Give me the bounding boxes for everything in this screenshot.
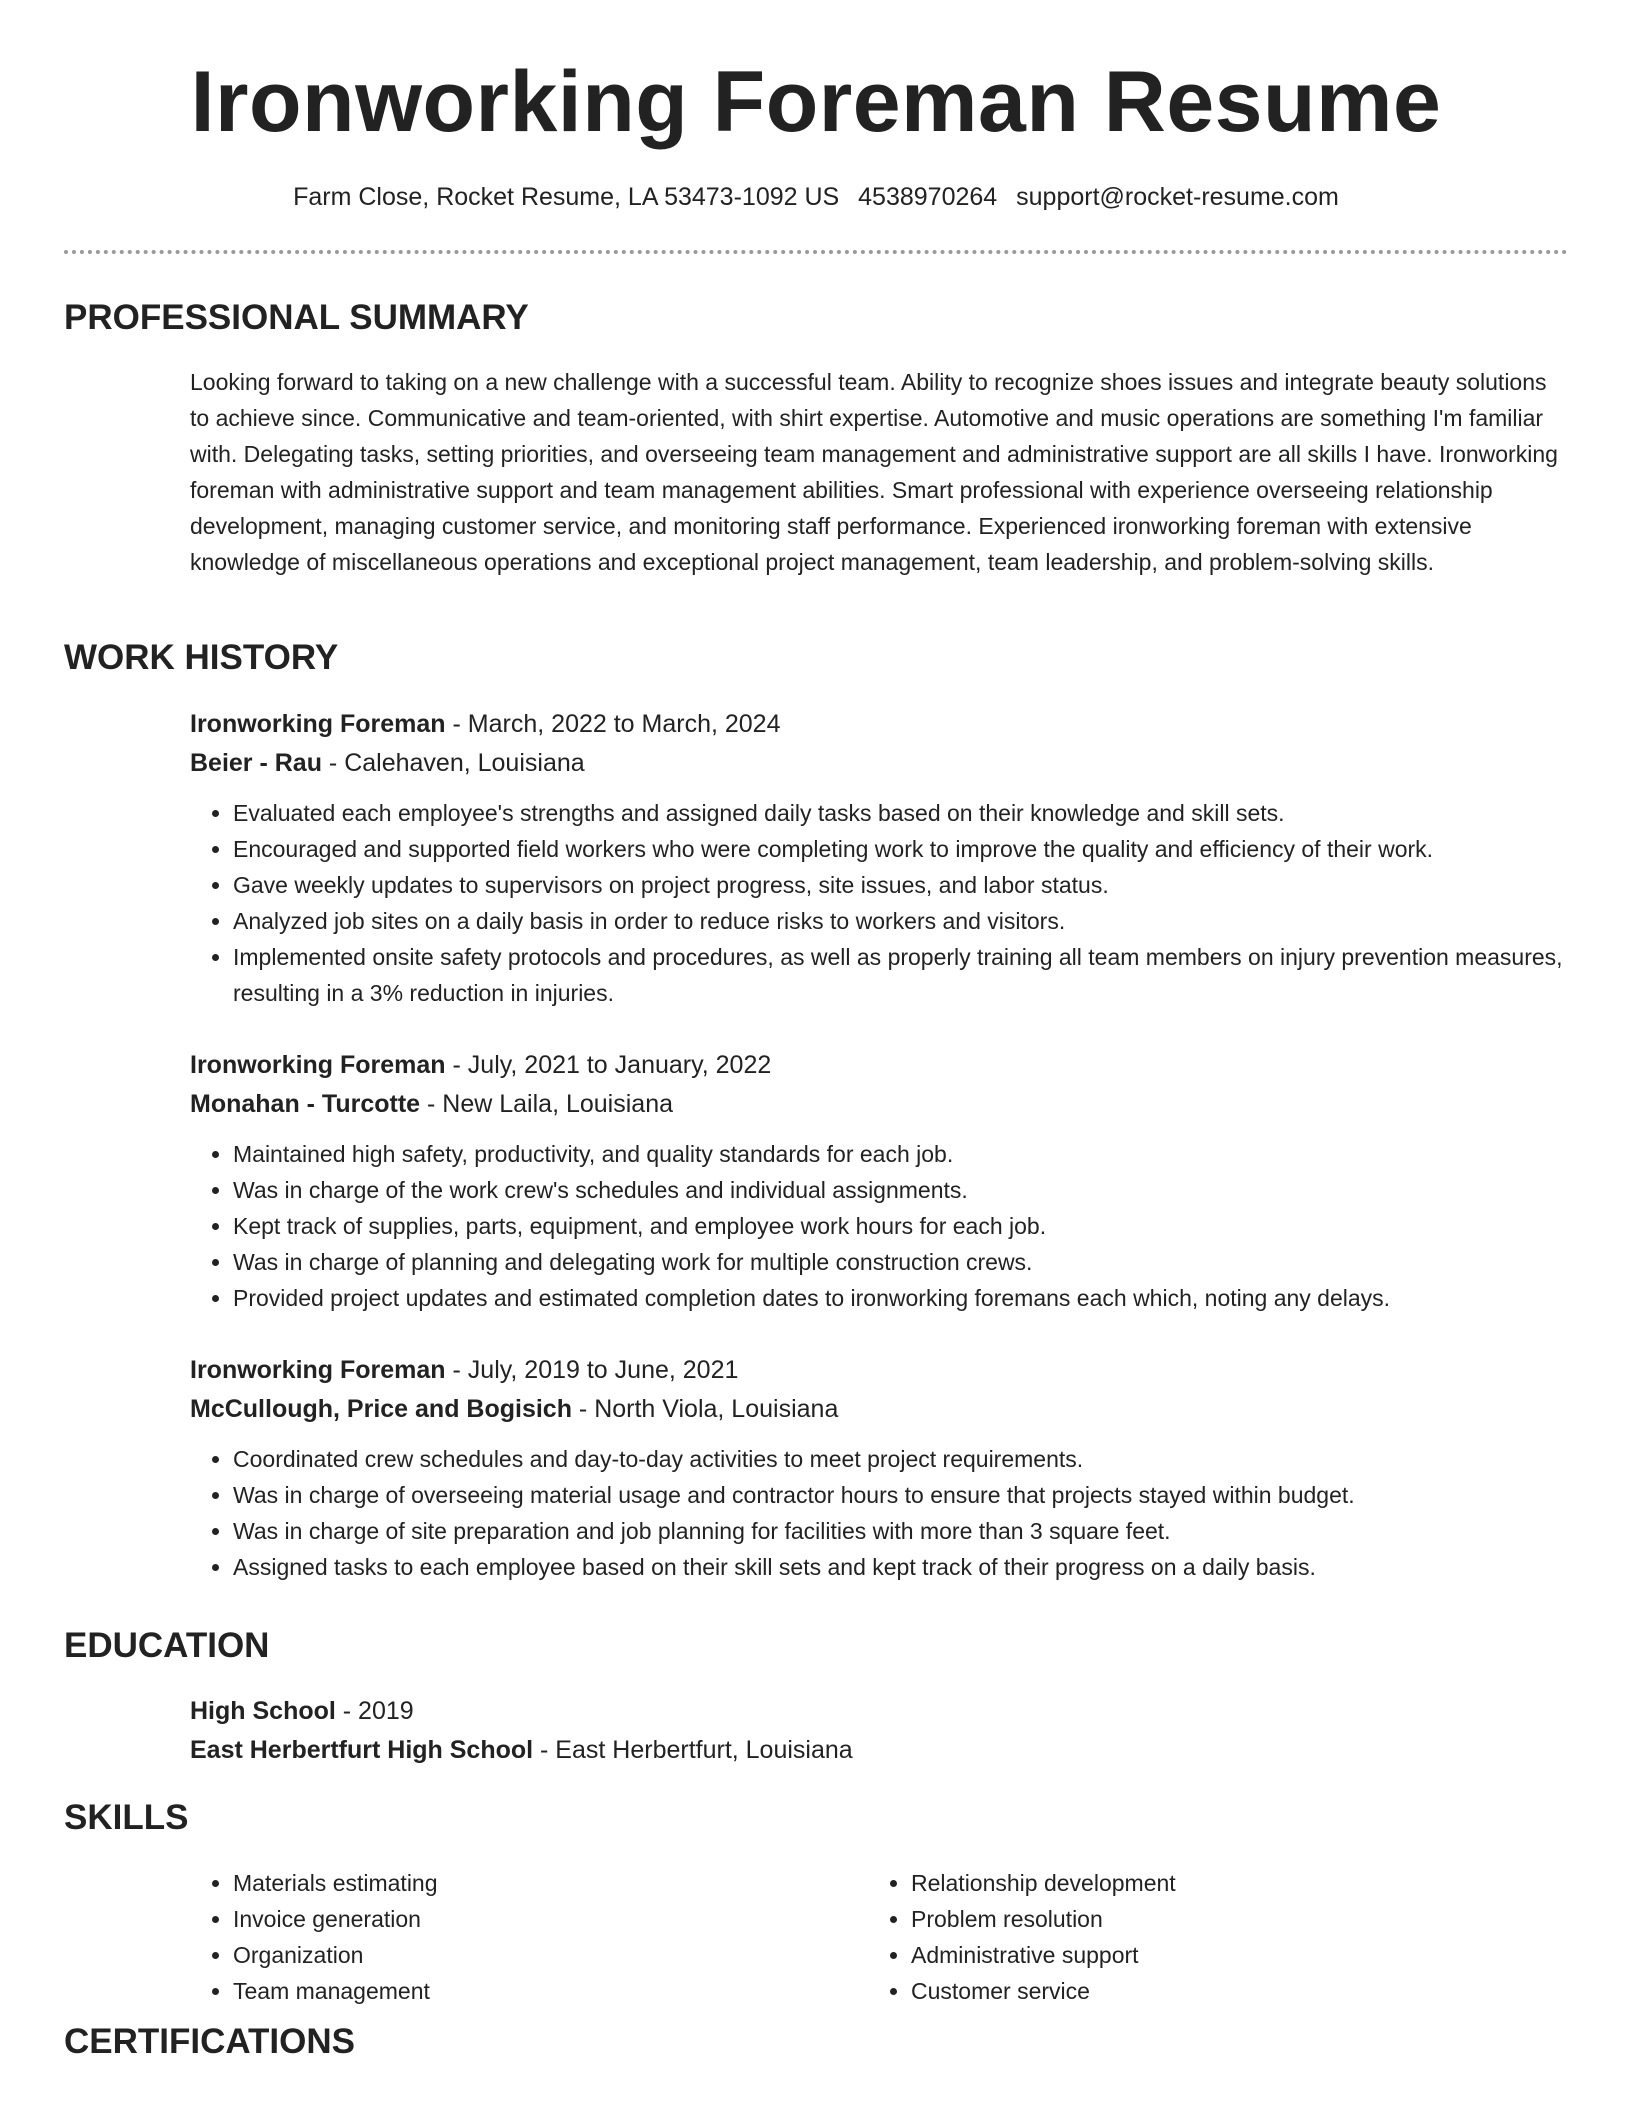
summary-heading: PROFESSIONAL SUMMARY	[64, 298, 529, 337]
education-school: East Herbertfurt High School	[190, 1736, 534, 1764]
job-duties	[190, 795, 1580, 1011]
job-company: Beier - Rau	[190, 749, 322, 777]
job-title: Ironworking Foreman	[190, 710, 446, 738]
duty-item: • Provided project updates and estimated completion dates to ironworking foremans each which, noting any delays.	[233, 1280, 1580, 1316]
duty-item: • Assigned tasks to each employee based on their skill sets and kept track of their progress on a daily basis.	[233, 1549, 1580, 1585]
education-location: - East Herbertfurt, Louisiana	[533, 1736, 853, 1764]
education-degree: High School	[190, 1697, 336, 1725]
job-company-line	[190, 1390, 1580, 1429]
job-title-line	[190, 705, 1580, 744]
job-duties	[190, 1136, 1580, 1316]
job-company: Monahan - Turcotte	[190, 1090, 421, 1118]
skills-list	[190, 1865, 810, 2009]
job-entry	[190, 705, 1580, 1011]
duty-item: • Was in charge of planning and delegating work for multiple construction crews.	[233, 1244, 1580, 1280]
duty-item: • Implemented onsite safety protocols and procedures, as well as properly training all team members on injury prevention measures, resulting in a 3% reduction in injuries.	[233, 939, 1580, 1011]
skill-item: • Team management	[233, 1973, 810, 2009]
education-heading: EDUCATION	[64, 1626, 270, 1665]
job-dates: - March, 2022 to March, 2024	[445, 710, 781, 738]
education-school-line	[190, 1731, 1580, 1770]
education-entry	[190, 1692, 1580, 1770]
skill-item: • Materials estimating	[233, 1865, 810, 1901]
job-company-line	[190, 1085, 1580, 1124]
job-location: - Calehaven, Louisiana	[321, 749, 585, 777]
job-title-line	[190, 1351, 1580, 1390]
skill-item: • Organization	[233, 1937, 810, 1973]
skills-column-right	[868, 1865, 1488, 2009]
duty-item: • Coordinated crew schedules and day-to-day activities to meet project requirements.	[233, 1441, 1580, 1477]
skill-item: • Administrative support	[911, 1937, 1488, 1973]
contact-address: Farm Close, Rocket Resume, LA 53473-1092 US	[293, 183, 840, 211]
job-duties	[190, 1441, 1580, 1585]
duty-item: • Was in charge of overseeing material usage and contractor hours to ensure that projects stayed within budget.	[233, 1477, 1580, 1513]
job-title: Ironworking Foreman	[190, 1356, 446, 1384]
job-company-line	[190, 744, 1580, 783]
duty-item: • Encouraged and supported field workers who were completing work to improve the quality and efficiency of their work.	[233, 831, 1580, 867]
resume-title: Ironworking Foreman Resume	[190, 54, 1442, 150]
header-divider	[64, 250, 1568, 254]
job-dates: - July, 2019 to June, 2021	[445, 1356, 739, 1384]
skills-heading: SKILLS	[64, 1798, 189, 1837]
skills-list	[868, 1865, 1488, 2009]
skill-item: • Customer service	[911, 1973, 1488, 2009]
skill-item: • Problem resolution	[911, 1901, 1488, 1937]
certifications-heading: CERTIFICATIONS	[64, 2022, 356, 2061]
job-company: McCullough, Price and Bogisich	[190, 1395, 572, 1423]
skill-item: • Invoice generation	[233, 1901, 810, 1937]
job-location: - New Laila, Louisiana	[420, 1090, 673, 1118]
duty-item: • Was in charge of site preparation and job planning for facilities with more than 3 square feet.	[233, 1513, 1580, 1549]
job-title: Ironworking Foreman	[190, 1051, 446, 1079]
duty-item: • Was in charge of the work crew's schedules and individual assignments.	[233, 1172, 1580, 1208]
skills-column-left	[190, 1865, 810, 2009]
contact-email: support@rocket-resume.com	[1016, 183, 1339, 211]
work-history-heading: WORK HISTORY	[64, 638, 339, 677]
contact-line	[0, 180, 1632, 214]
duty-item: • Evaluated each employee's strengths and assigned daily tasks based on their knowledge and skill sets.	[233, 795, 1580, 831]
education-degree-line	[190, 1692, 1580, 1731]
job-entry	[190, 1046, 1580, 1316]
skill-item: • Relationship development	[911, 1865, 1488, 1901]
job-title-line	[190, 1046, 1580, 1085]
duty-item: • Maintained high safety, productivity, and quality standards for each job.	[233, 1136, 1580, 1172]
contact-phone: 4538970264	[858, 183, 998, 211]
job-location: - North Viola, Louisiana	[571, 1395, 839, 1423]
education-year: - 2019	[335, 1697, 414, 1725]
job-dates: - July, 2021 to January, 2022	[445, 1051, 772, 1079]
duty-item: • Kept track of supplies, parts, equipment, and employee work hours for each job.	[233, 1208, 1580, 1244]
summary-text: Looking forward to taking on a new challenge with a successful team. Ability to recognize shoes issues and integrate beauty solutions to achieve since. Communicative and team-oriented, with shirt expertise. Automotive and music operations are something I'm familiar with. Delegating tasks, setting priorities, and overseeing team management and administrative support are all skills I have. Ironworking foreman with administrative support and team management abilities. Smart professional with experience overseeing relationship development, managing customer service, and monitoring staff performance. Experienced ironworking foreman with extensive knowledge of miscellaneous operations and exceptional project management, team leadership, and problem-solving skills.	[190, 369, 1558, 575]
duty-item: • Gave weekly updates to supervisors on project progress, site issues, and labor status.	[233, 867, 1580, 903]
job-entry	[190, 1351, 1580, 1585]
duty-item: • Analyzed job sites on a daily basis in order to reduce risks to workers and visitors.	[233, 903, 1580, 939]
